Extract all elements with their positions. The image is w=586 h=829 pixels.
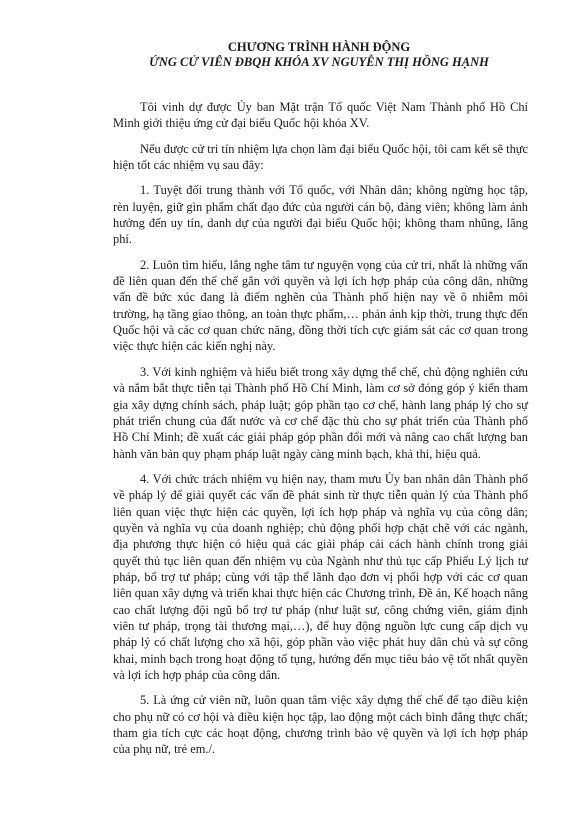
task-3-paragraph: 3. Với kinh nghiệm và hiểu biết trong xây dựng thể chế, chủ động nghiên cứu và nắm bắt thực tiễn tại Thành phố Hồ Chí Minh, làm cơ sở đóng góp ý kiến tham gia xây dựng chính sách, pháp luật; góp phần tạo cơ chế, hành lang pháp lý cho sự phát triển chung của đất nước và cơ chế đặc thù cho sự phát triển của Thành phố Hồ Chí Minh; đề xuất các giải pháp góp phần đổi mới và nâng cao chất lượng ban hành văn bản quy phạm pháp luật ngày càng minh bạch, khả thi, hiệu quả. <box>113 364 528 461</box>
document-body <box>113 99 528 758</box>
document-page <box>113 40 528 767</box>
document-subtitle: ỨNG CỬ VIÊN ĐBQH KHÓA XV NGUYỄN THỊ HỒNG HẠNH <box>149 55 489 69</box>
document-title: CHƯƠNG TRÌNH HÀNH ĐỘNG <box>227 40 411 54</box>
intro-paragraph: Tôi vinh dự được Ủy ban Mặt trận Tổ quốc Việt Nam Thành phố Hồ Chí Minh giới thiệu ứng cử đại biểu Quốc hội khóa XV. <box>113 100 528 131</box>
task-4-paragraph: 4. Với chức trách nhiệm vụ hiện nay, tham mưu Ủy ban nhân dân Thành phố về pháp lý để giải quyết các vấn đề phát sinh từ thực tiễn quản lý của Thành phố liên quan việc thực hiện các quyền, lợi ích hợp pháp và nghĩa vụ của công dân; quyền và nghĩa vụ của doanh nghiệp; chủ động phối hợp chặt chẽ với các ngành, địa phương thực hiện có hiệu quả các giải pháp cải cách hành chính trong giải quyết thủ tục liên quan đến nhiệm vụ của Ngành như thủ tục cấp Phiếu Lý lịch tư pháp, bổ trợ tư pháp; cùng với tập thể lãnh đạo đơn vị phối hợp với các cơ quan liên quan xây dựng và triển khai thực hiện các Chương trình, Đề án, Kế hoạch nâng cao chất lượng đội ngũ bổ trợ tư pháp (như luật sư, công chứng viên, giám định viên tư pháp, trọng tài thương mại,…), để huy động nguồn lực cung cấp dịch vụ pháp lý có chất lượng cho xã hội, góp phần vào việc phát huy dân chủ và sự công khai, minh bạch trong hoạt động tố tụng, hướng đến mục tiêu bảo vệ tốt nhất quyền và lợi ích hợp pháp của công dân. <box>113 471 528 682</box>
task-1-paragraph: 1. Tuyệt đối trung thành với Tổ quốc, với Nhân dân; không ngừng học tập, rèn luyện, giữ gìn phẩm chất đạo đức của người cán bộ, đảng viên; không làm ảnh hưởng đến uy tín, danh dự của người đại biểu Quốc hội; không tham nhũng, lãng phí. <box>113 183 528 247</box>
document-header <box>110 40 528 70</box>
commitment-paragraph: Nếu được cử tri tín nhiệm lựa chọn làm đại biểu Quốc hội, tôi cam kết sẽ thực hiện tốt các nhiệm vụ sau đây: <box>113 141 528 173</box>
task-2-paragraph: 2. Luôn tìm hiểu, lắng nghe tâm tư nguyện vọng của cử tri, nhất là những vấn đề liên quan đến thể chế gắn với quyền và lợi ích hợp pháp của công dân, những vấn đề bức xúc đang là điểm nghẽn của Thành phố hiện nay về ô nhiễm môi trường, hạ tầng giao thông, an toàn thực phẩm,… phản ánh kịp thời, trung thực đến Quốc hội và các cơ quan chức năng, đồng thời tích cực giám sát các cơ quan trong việc thực hiện các kiến nghị này. <box>113 257 528 354</box>
task-5-paragraph: 5. Là ứng cử viên nữ, luôn quan tâm việc xây dựng thể chế để tạo điều kiện cho phụ nữ có cơ hội và điều kiện học tập, lao động một cách bình đẳng thực chất; tham gia tích cực các hoạt động, chương trình bảo vệ quyền và lợi ích hợp pháp của phụ nữ, trẻ em./. <box>113 693 528 757</box>
